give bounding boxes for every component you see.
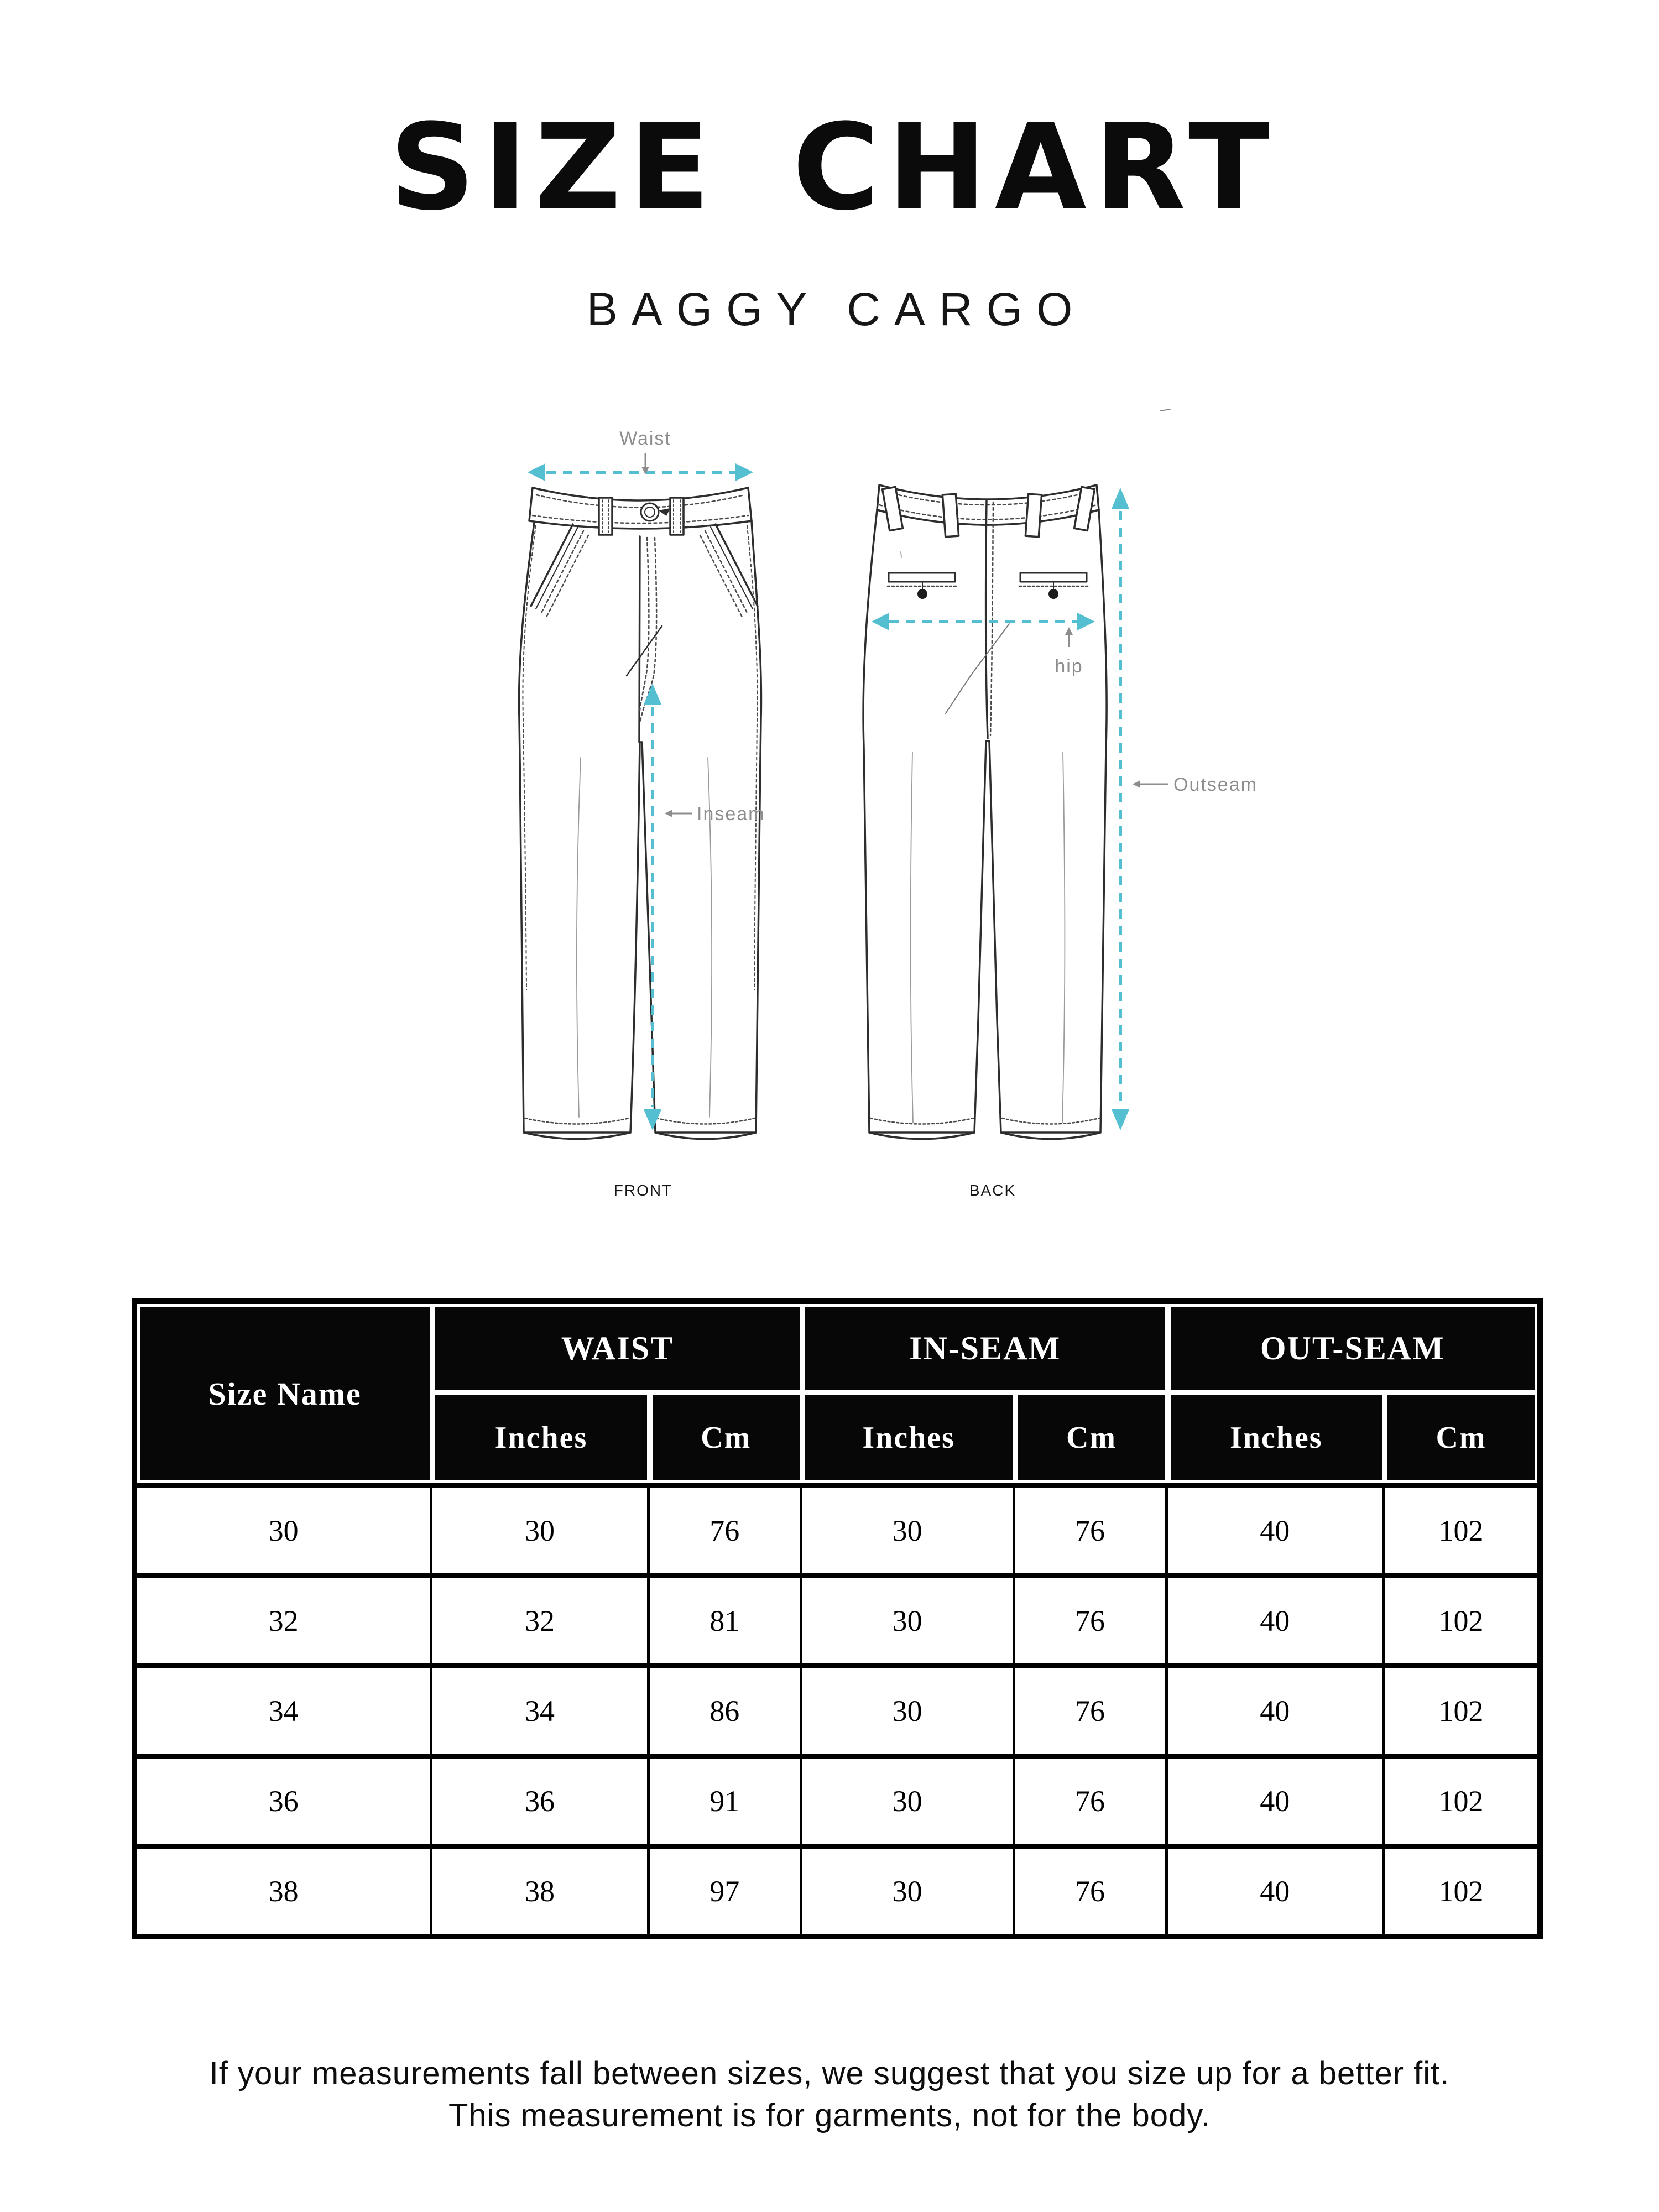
table-cell: 36	[137, 1754, 432, 1844]
outseam-measure-arrow	[1112, 488, 1129, 1130]
table-cell: 102	[1385, 1844, 1537, 1934]
front-view-label: FRONT	[613, 1182, 673, 1199]
pants-sketch-svg	[470, 404, 1333, 1244]
table-cell: 102	[1385, 1483, 1537, 1573]
outseam-group-header: OUT-SEAM	[1168, 1304, 1537, 1392]
waist-measure-arrow	[528, 463, 753, 481]
inseam-annotation-label: Inseam	[697, 804, 765, 825]
table-row	[137, 1483, 1537, 1573]
back-view-label: BACK	[969, 1182, 1016, 1199]
table-cell: 102	[1385, 1663, 1537, 1754]
hip-annotation-label: hip	[1055, 656, 1083, 677]
table-cell: 76	[650, 1483, 802, 1573]
inseam-group-header: IN-SEAM	[802, 1304, 1168, 1392]
table-cell: 36	[432, 1754, 649, 1844]
table-cell: 38	[432, 1844, 649, 1934]
table-row	[137, 1663, 1537, 1754]
page-subtitle: BAGGY CARGO	[586, 283, 1087, 335]
size-table	[132, 1298, 1543, 1939]
size-name-header: Size Name	[137, 1304, 432, 1483]
table-cell: 76	[1015, 1573, 1168, 1663]
table-cell: 30	[432, 1483, 649, 1573]
table-cell: 34	[137, 1663, 432, 1754]
table-cell: 76	[1015, 1663, 1168, 1754]
table-row	[137, 1573, 1537, 1663]
table-cell: 30	[137, 1483, 432, 1573]
table-row	[137, 1754, 1537, 1844]
back-pants-sketch	[863, 409, 1170, 1139]
table-cell: 97	[650, 1844, 802, 1934]
outseam-annotation-label: Outseam	[1173, 774, 1258, 795]
table-cell: 30	[802, 1573, 1015, 1663]
waist-group-header: WAIST	[432, 1304, 802, 1392]
table-cell: 32	[432, 1573, 649, 1663]
table-cell: 40	[1168, 1754, 1385, 1844]
table-cell: 30	[802, 1754, 1015, 1844]
outseam-pointer-arrow	[1133, 780, 1168, 788]
table-cell: 86	[650, 1663, 802, 1754]
fit-note-line2: This measurement is for garments, not for the body.	[448, 2098, 1211, 2133]
table-cell: 40	[1168, 1573, 1385, 1663]
table-cell: 30	[802, 1844, 1015, 1934]
waist-inches-header: Inches	[432, 1392, 649, 1483]
table-cell: 91	[650, 1754, 802, 1844]
table-cell: 38	[137, 1844, 432, 1934]
table-cell: 40	[1168, 1483, 1385, 1573]
table-cell: 76	[1015, 1754, 1168, 1844]
inseam-cm-header: Cm	[1015, 1392, 1168, 1483]
table-cell: 40	[1168, 1663, 1385, 1754]
table-header-group-row	[137, 1304, 1537, 1392]
table-cell: 76	[1015, 1483, 1168, 1573]
fit-note	[0, 2053, 1659, 2137]
fit-note-line1: If your measurements fall between sizes, we suggest that you size up for a better fit.	[209, 2056, 1450, 2091]
pants-measurement-diagram	[470, 404, 1333, 1244]
table-cell: 102	[1385, 1754, 1537, 1844]
table-cell: 102	[1385, 1573, 1537, 1663]
table-cell: 76	[1015, 1844, 1168, 1934]
table-cell: 34	[432, 1663, 649, 1754]
table-cell: 40	[1168, 1844, 1385, 1934]
waist-cm-header: Cm	[650, 1392, 802, 1483]
table-cell: 30	[802, 1483, 1015, 1573]
outseam-cm-header: Cm	[1385, 1392, 1537, 1483]
table-cell: 81	[650, 1573, 802, 1663]
table-row	[137, 1844, 1537, 1934]
waist-annotation-label: Waist	[619, 428, 671, 449]
table-cell: 30	[802, 1663, 1015, 1754]
table-cell: 32	[137, 1573, 432, 1663]
page-title: SIZE CHART	[389, 98, 1277, 237]
outseam-inches-header: Inches	[1168, 1392, 1385, 1483]
inseam-inches-header: Inches	[802, 1392, 1015, 1483]
